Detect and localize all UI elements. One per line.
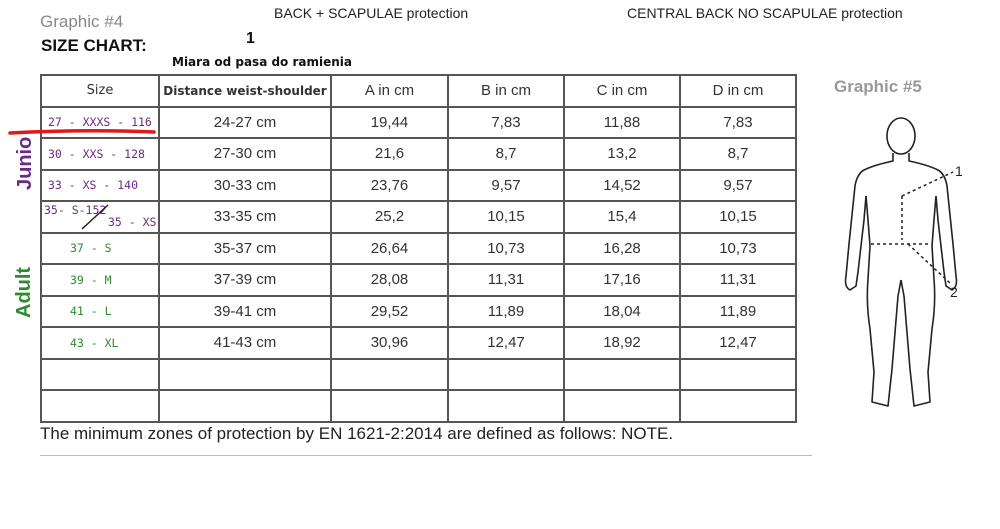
distance-cell: 33-35 cm: [159, 201, 331, 233]
empty-cell: [159, 359, 331, 391]
size-cell-split: [41, 201, 159, 233]
empty-cell: [41, 390, 159, 422]
a-cell: 21,6: [331, 138, 448, 170]
red-highlight-line: [8, 127, 158, 137]
b-cell: 7,83: [448, 107, 564, 139]
size-cell: 27 - XXXS - 116: [41, 107, 159, 139]
c-cell: 13,2: [564, 138, 680, 170]
size-chart-title: SIZE CHART:: [41, 36, 147, 55]
c-cell: 18,04: [564, 296, 680, 328]
body-outline-figure: [828, 104, 978, 424]
col-header-a: A in cm: [331, 75, 448, 107]
d-cell: 7,83: [680, 107, 796, 139]
c-cell: 11,88: [564, 107, 680, 139]
distance-cell: 41-43 cm: [159, 327, 331, 359]
table-row: [41, 327, 796, 359]
empty-cell: [680, 359, 796, 391]
col-header-b: B in cm: [448, 75, 564, 107]
distance-cell: 39-41 cm: [159, 296, 331, 328]
b-cell: 8,7: [448, 138, 564, 170]
b-cell: 12,47: [448, 327, 564, 359]
header-central-back: CENTRAL BACK NO SCAPULAE protection: [627, 5, 903, 21]
c-cell: 15,4: [564, 201, 680, 233]
size-cell: 33 - XS - 140: [41, 170, 159, 202]
size-cell: 37 - S: [41, 233, 159, 265]
d-cell: 10,15: [680, 201, 796, 233]
col-header-distance: Distance weist-shoulder: [159, 75, 331, 107]
size-cell: 39 - M: [41, 264, 159, 296]
a-cell: 19,44: [331, 107, 448, 139]
empty-cell: [331, 390, 448, 422]
table-row: [41, 138, 796, 170]
table-row: [41, 296, 796, 328]
b-cell: 10,15: [448, 201, 564, 233]
empty-cell: [564, 359, 680, 391]
handwritten-number: 1: [246, 30, 255, 47]
size-cell: 41 - L: [41, 296, 159, 328]
distance-cell: 35-37 cm: [159, 233, 331, 265]
b-cell: 11,89: [448, 296, 564, 328]
size-cell-adult-part: 35 - XS: [108, 215, 157, 229]
a-cell: 30,96: [331, 327, 448, 359]
b-cell: 11,31: [448, 264, 564, 296]
table-header-row: [41, 75, 796, 107]
empty-cell: [680, 390, 796, 422]
a-cell: 26,64: [331, 233, 448, 265]
c-cell: 17,16: [564, 264, 680, 296]
table-row: [41, 264, 796, 296]
graphic-5-label: Graphic #5: [834, 77, 922, 96]
size-cell: 30 - XXS - 128: [41, 138, 159, 170]
c-cell: 16,28: [564, 233, 680, 265]
marker-2-label: 2: [950, 284, 958, 300]
size-cell: 43 - XL: [41, 327, 159, 359]
a-cell: 23,76: [331, 170, 448, 202]
distance-cell: 37-39 cm: [159, 264, 331, 296]
col-header-size: Size: [41, 75, 159, 107]
header-back-scapulae: BACK + SCAPULAE protection: [274, 5, 469, 21]
c-cell: 14,52: [564, 170, 680, 202]
table-row: [41, 170, 796, 202]
table-row: [41, 201, 796, 233]
d-cell: 11,89: [680, 296, 796, 328]
col-header-c: C in cm: [564, 75, 680, 107]
footnote-divider: [40, 455, 812, 456]
graphic-4-label: Graphic #4: [40, 12, 124, 31]
empty-cell: [331, 359, 448, 391]
distance-cell: 24-27 cm: [159, 107, 331, 139]
a-cell: 25,2: [331, 201, 448, 233]
empty-cell: [564, 390, 680, 422]
d-cell: 10,73: [680, 233, 796, 265]
d-cell: 9,57: [680, 170, 796, 202]
empty-cell: [448, 359, 564, 391]
table-row: [41, 233, 796, 265]
a-cell: 28,08: [331, 264, 448, 296]
distance-cell: 30-33 cm: [159, 170, 331, 202]
subtitle: Miara od pasa do ramienia: [172, 55, 352, 69]
marker-1-label: 1: [955, 163, 963, 179]
d-cell: 8,7: [680, 138, 796, 170]
b-cell: 10,73: [448, 233, 564, 265]
junior-side-label: Junio: [14, 136, 36, 190]
empty-table-row: [41, 390, 796, 422]
distance-cell: 27-30 cm: [159, 138, 331, 170]
footnote: The minimum zones of protection by EN 1621-2:2014 are defined as follows: NOTE.: [40, 424, 674, 443]
col-header-d: D in cm: [680, 75, 796, 107]
empty-cell: [159, 390, 331, 422]
empty-cell: [448, 390, 564, 422]
c-cell: 18,92: [564, 327, 680, 359]
size-cell-junior-part: 35- S-152: [44, 203, 107, 217]
d-cell: 11,31: [680, 264, 796, 296]
a-cell: 29,52: [331, 296, 448, 328]
empty-cell: [41, 359, 159, 391]
adult-side-label: Adult: [13, 266, 35, 318]
b-cell: 9,57: [448, 170, 564, 202]
d-cell: 12,47: [680, 327, 796, 359]
empty-table-row: [41, 359, 796, 391]
